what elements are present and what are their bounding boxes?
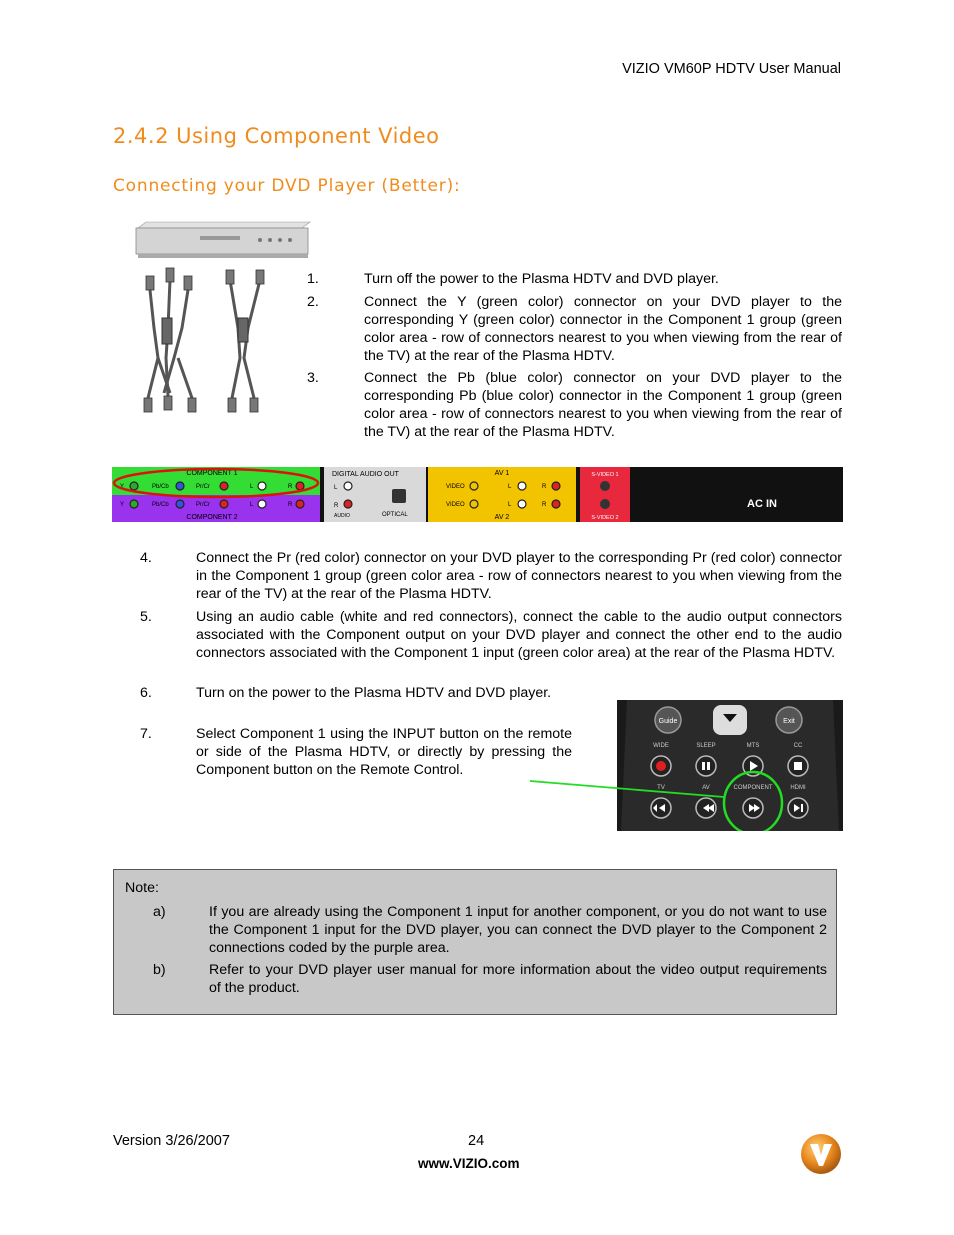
component1-label: COMPONENT 1 [186, 470, 238, 477]
pointer-line [528, 775, 728, 805]
list-item [140, 549, 842, 603]
list-item [307, 369, 842, 441]
r-label: R [288, 484, 293, 490]
audio-cable-image [230, 280, 260, 398]
step-text: Connect the Pb (blue color) connector on your DVD player to the corresponding Pb (blue color) connector in the Component 1 group (green color area - row of connectors nearest to you when viewing from the rear of the TV) at the rear of the Plasma HDTV. [364, 370, 842, 440]
r-label: R [542, 484, 547, 490]
svideo2-label: S-VIDEO 2 [591, 515, 619, 521]
note-item [153, 961, 827, 997]
step-number: 7. [140, 726, 152, 742]
step-number: 1. [307, 271, 319, 287]
step-number: 5. [140, 609, 152, 625]
optical-label: OPTICAL [382, 512, 408, 518]
pbcb-label: Pb/Cb [152, 502, 169, 508]
exit-label: Exit [783, 718, 795, 725]
audio-label: AUDIO [334, 513, 350, 519]
step-text: Turn off the power to the Plasma HDTV and DVD player. [364, 271, 719, 287]
l-label: L [250, 502, 254, 508]
subsection-title: Connecting your DVD Player (Better): [113, 176, 461, 196]
av-label: AV [702, 785, 710, 791]
ac-in-label: AC IN [747, 498, 777, 510]
website-link[interactable]: www.VIZIO.com [418, 1156, 520, 1171]
svideo1-label: S-VIDEO 1 [591, 472, 619, 478]
pbcb-label: Pb/Cb [152, 484, 169, 490]
hdmi-label: HDMI [790, 785, 806, 791]
version-text: Version 3/26/2007 [113, 1133, 230, 1149]
tv-label: TV [657, 785, 665, 791]
dvd-player-cables-illustration [130, 218, 315, 428]
wide-label: WIDE [653, 743, 669, 749]
mts-label: MTS [746, 743, 760, 749]
pause-icon [702, 762, 705, 770]
step-number: 4. [140, 550, 152, 566]
list-item [307, 293, 842, 365]
note-label: Note: [125, 880, 159, 896]
note-box [113, 869, 837, 1015]
step-text: Connect the Pr (red color) connector on your DVD player to the corresponding Pr (red color) connector in the Component 1 group (green color area - row of connectors nearest to you when viewing from the rear of the TV) at the rear of the Plasma HDTV. [196, 550, 842, 602]
y-label: Y [120, 502, 125, 508]
vizio-logo-icon [799, 1133, 843, 1175]
note-text: If you are already using the Component 1 input for another component, or you do not want to use the Component 1 input for the DVD player, you can connect the DVD player to the Component 2 connections coded by the purple area. [209, 904, 827, 956]
list-item [140, 725, 572, 797]
note-letter: b) [153, 962, 166, 978]
step-text: Select Component 1 using the INPUT button on the remote or side of the Plasma HDTV, or directly by pressing the Component button on the Remote Control. [196, 726, 572, 778]
step-text: Connect the Y (green color) connector on your DVD player to the corresponding Y (green color) connector in the Component 1 group (green color area - row of connectors nearest to you when viewing from the rear of the TV) at the rear of the Plasma HDTV. [364, 294, 842, 364]
l-label: L [250, 484, 254, 490]
video-label: VIDEO [446, 502, 465, 508]
l-label: L [508, 484, 512, 490]
record-icon [656, 761, 666, 771]
remote-control-image [617, 700, 843, 831]
dvd-player-image [136, 222, 310, 258]
av2-label: AV 2 [494, 514, 510, 521]
sleep-label: SLEEP [696, 743, 716, 749]
r-label: R [288, 502, 293, 508]
list-item [140, 608, 842, 680]
y-label: Y [120, 484, 125, 490]
section-title: 2.4.2 Using Component Video [113, 124, 440, 148]
list-item [140, 684, 572, 720]
step-text: Using an audio cable (white and red connectors), connect the cable to the audio output connectors associated with the Component output on your DVD player and connect the other end to the audio connectors associated with the Component 1 input (green color area) at the rear of the Plasma HDTV. [196, 609, 842, 661]
header-title: VIZIO VM60P HDTV User Manual [622, 61, 841, 77]
prcr-label: Pr/Cr [196, 502, 210, 508]
note-item [153, 903, 827, 957]
digital-audio-out-label: DIGITAL AUDIO OUT [332, 471, 399, 478]
step-number: 3. [307, 370, 319, 386]
component-label: COMPONENT [733, 785, 773, 791]
r-label: R [334, 503, 339, 509]
page-number: 24 [468, 1133, 485, 1149]
rear-connector-panel [112, 467, 843, 522]
list-item [307, 270, 842, 288]
component2-label: COMPONENT 2 [186, 514, 238, 521]
av1-label: AV 1 [494, 470, 510, 477]
component-cable-image [148, 280, 192, 398]
stop-icon [794, 762, 802, 770]
note-text: Refer to your DVD player user manual for more information about the video output requirements of the product. [209, 962, 827, 996]
r-label: R [542, 502, 547, 508]
l-label: L [334, 485, 338, 491]
prcr-label: Pr/Cr [196, 484, 210, 490]
l-label: L [508, 502, 512, 508]
video-label: VIDEO [446, 484, 465, 490]
step-text: Turn on the power to the Plasma HDTV and DVD player. [196, 685, 552, 701]
cc-label: CC [793, 743, 803, 749]
step-number: 6. [140, 685, 152, 701]
guide-label: Guide [658, 718, 678, 725]
step-number: 2. [307, 294, 319, 310]
note-letter: a) [153, 904, 166, 920]
